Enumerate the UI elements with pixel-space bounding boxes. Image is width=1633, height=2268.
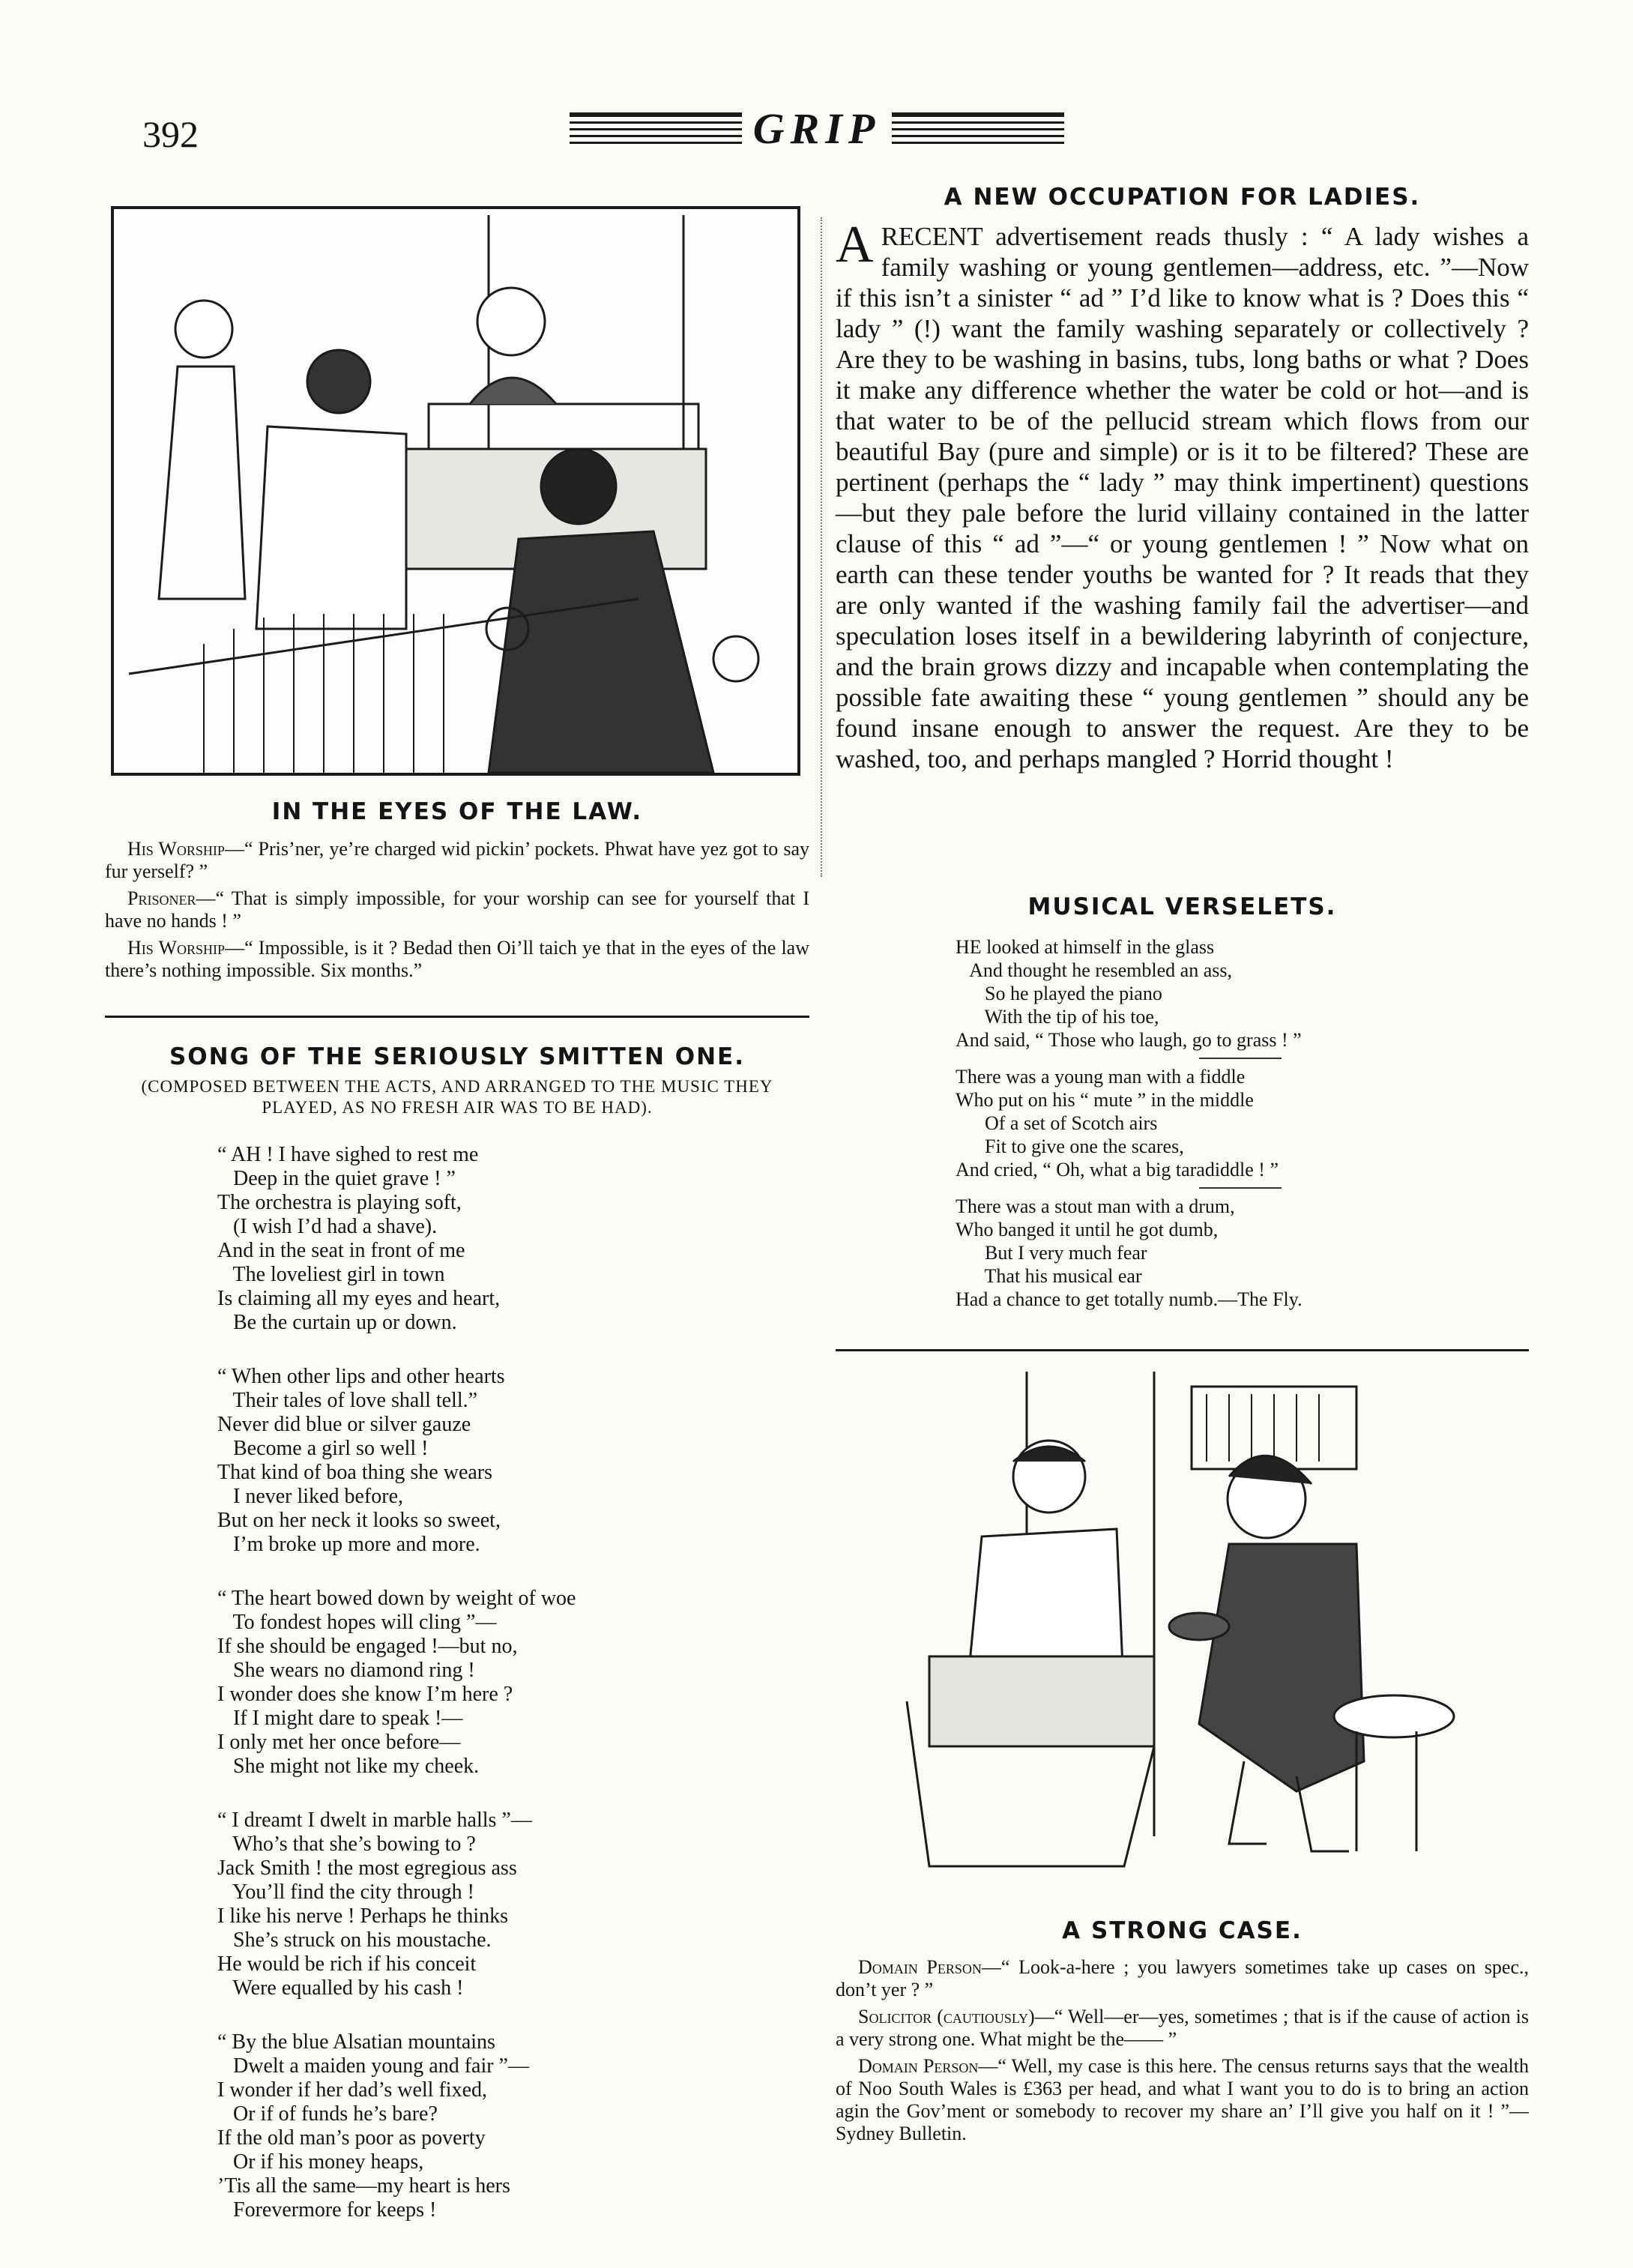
- song-line: If she should be engaged !—but no,: [217, 1635, 518, 1658]
- masthead-rule-right: [892, 112, 1064, 148]
- law-line-1: [105, 838, 809, 883]
- masthead: [570, 105, 1064, 153]
- song-line: “ By the blue Alsatian mountains: [217, 2030, 495, 2054]
- song-line: She wears no diamond ring !: [217, 1659, 475, 1682]
- masthead-title: GRIP: [752, 104, 881, 153]
- song-line: Were equalled by his cash !: [217, 1976, 464, 2000]
- song-line: Never did blue or silver gauze: [217, 1413, 471, 1436]
- song-line: I wonder does she know I’m here ?: [217, 1683, 513, 1706]
- case-text-1: —“ Look-a-here ; you lawyers sometimes take up cases on spec., don’t yer ? ”: [836, 1956, 1529, 2000]
- musical-stanza-3: [956, 1195, 1525, 1311]
- law-text-3: —“ Impossible, is it ? Bedad then Oi’ll taich ye that in the eyes of the law there’s nothing impossible. Six months.”: [105, 937, 810, 981]
- page-number: 392: [142, 113, 199, 155]
- masthead-rule-left: [570, 112, 742, 148]
- musical-line: Who put on his “ mute ” in the middle: [956, 1089, 1254, 1111]
- musical-line: And thought he resembled an ass,: [956, 959, 1232, 981]
- song-verses: [217, 1143, 787, 2252]
- musical-line: There was a young man with a fiddle: [956, 1066, 1246, 1088]
- column-divider: [821, 217, 822, 877]
- law-dialogue: [105, 838, 809, 986]
- strong-case-caption: A STRONG CASE.: [1062, 1917, 1303, 1944]
- song-line: I like his nerve ! Perhaps he thinks: [217, 1904, 509, 1928]
- song-stanza-4: [217, 1809, 787, 2000]
- law-speaker-2: Prisoner: [127, 887, 196, 909]
- law-line-2: [105, 887, 809, 932]
- musical-line: And said, “ Those who laugh, go to grass ! ”: [956, 1029, 1302, 1051]
- law-text-2: —“ That is simply impossible, for your worship can see for yourself that I have no hands ! ”: [105, 887, 809, 932]
- case-text-3: —“ Well, my case is this here. The census returns says that the wealth of Noo South Wales is £363 per head, and what I want you to do is to bring an action agin the Gov’ment or somebody to recover my share an’ I’ll give you half on it ! ”—Sydney Bulletin.: [836, 2055, 1529, 2144]
- law-line-3: [105, 937, 809, 982]
- song-line: The loveliest girl in town: [217, 1263, 445, 1286]
- song-line: I never liked before,: [217, 1485, 403, 1508]
- musical-stanza-1: [956, 935, 1525, 1052]
- musical-line: There was a stout man with a drum,: [956, 1195, 1235, 1217]
- song-line: Jack Smith ! the most egregious ass: [217, 1857, 517, 1880]
- case-speaker-2: Solicitor (cautiously): [858, 2006, 1035, 2027]
- law-speaker-3: His Worship: [127, 937, 226, 959]
- musical-line: Who banged it until he got dumb,: [956, 1219, 1219, 1240]
- song-stanza-5: [217, 2030, 787, 2222]
- law-caption: IN THE EYES OF THE LAW.: [271, 798, 643, 825]
- song-line: ’Tis all the same—my heart is hers: [217, 2174, 510, 2198]
- song-line: I only met her once before—: [217, 1731, 461, 1754]
- case-speaker-1: Domain Person: [858, 1956, 982, 1978]
- song-line: She might not like my cheek.: [217, 1755, 480, 1778]
- occupation-body: [836, 216, 1529, 774]
- song-line: Or if of funds he’s bare?: [217, 2102, 438, 2126]
- divider-right: [836, 1349, 1529, 1351]
- song-line: And in the seat in front of me: [217, 1239, 465, 1262]
- song-line: He would be rich if his conceit: [217, 1952, 477, 1976]
- office-scene-drawing: [877, 1372, 1506, 1874]
- song-line: “ I dreamt I dwelt in marble halls ”—: [217, 1809, 532, 1832]
- stanza-divider: [1199, 1187, 1282, 1189]
- song-line: Who’s that she’s bowing to ?: [217, 1833, 476, 1856]
- musical-line: That his musical ear: [956, 1265, 1142, 1287]
- strong-case-dialogue: [836, 1956, 1529, 2150]
- lawyer-illustration: [877, 1372, 1506, 1874]
- song-note: (COMPOSED BETWEEN THE ACTS, AND ARRANGED TO THE MUSIC THEY PLAYED, AS NO FRESH AIR WAS TO BE HAD).: [141, 1077, 773, 1117]
- case-text-2: —“ Well—er—yes, sometimes ; that is if the cause of action is a very strong one. What might be the—— ”: [836, 2006, 1529, 2050]
- stanza-divider: [1199, 1058, 1282, 1059]
- song-line: Deep in the quiet grave ! ”: [217, 1167, 456, 1190]
- musical-line: Of a set of Scotch airs: [956, 1112, 1158, 1134]
- musical-line: So he played the piano: [956, 983, 1162, 1004]
- law-text-1: —“ Pris’ner, ye’re charged wid pickin’ pockets. Phwat have yez got to say fur yerself? ”: [105, 838, 809, 882]
- musical-verses: [956, 935, 1525, 1311]
- court-illustration: [111, 206, 800, 776]
- song-line: “ When other lips and other hearts: [217, 1365, 505, 1388]
- case-line-1: [836, 1956, 1529, 2001]
- song-line: Become a girl so well !: [217, 1437, 429, 1460]
- musical-line: But I very much fear: [956, 1242, 1147, 1264]
- song-stanza-1: [217, 1143, 787, 1335]
- song-line: “ The heart bowed down by weight of woe: [217, 1587, 576, 1610]
- song-stanza-3: [217, 1587, 787, 1779]
- musical-line: With the tip of his toe,: [956, 1006, 1159, 1028]
- song-title: SONG OF THE SERIOUSLY SMITTEN ONE.: [169, 1043, 746, 1070]
- song-line: Be the curtain up or down.: [217, 1311, 457, 1334]
- song-line: The orchestra is playing soft,: [217, 1191, 462, 1214]
- court-scene-drawing: [114, 209, 797, 773]
- song-line: Forevermore for keeps !: [217, 2198, 437, 2222]
- song-line: Dwelt a maiden young and fair ”—: [217, 2054, 529, 2078]
- occupation-text: RECENT advertisement reads thusly : “ A lady wishes a family washing or young gentlemen—address, etc. ”—Now if this isn’t a sinister “ ad ” I’d like to know what is ? Does this “ lady ” (!) want the family washing separately or collectively ? Are they to be washing in basins, tubs, long baths or what ? Does it make any difference whether the water be cold or hot—and is that water to be of the pellucid stream which flows from our beautiful Bay (pure and simple) or is it to be filtered? These are pertinent (perhaps the “ lady ” may think impertinent) questions—but they pale before the lurid villainy contained in the latter clause of this “ ad ”—“ or young gentlemen ! ” Now what on earth can these tender youths be wanted for ? It reads that they are only wanted if the washing family fail the advertiser—and speculation loses itself in a bewildering labyrinth of conjecture, and the brain grows dizzy and incapable when contemplating the possible fate awaiting these “ young gentlemen ” should any be found insane enough to answer the request. Are they to be washed, too, and perhaps mangled ? Horrid thought !: [836, 222, 1529, 773]
- song-line: (I wish I’d had a shave).: [217, 1215, 438, 1238]
- case-line-2: [836, 2006, 1529, 2051]
- divider-left: [105, 1016, 809, 1018]
- musical-line: Fit to give one the scares,: [956, 1135, 1184, 1157]
- song-line: I’m broke up more and more.: [217, 1533, 480, 1556]
- song-line: I wonder if her dad’s well fixed,: [217, 2078, 487, 2102]
- case-speaker-3: Domain Person: [858, 2055, 979, 2077]
- song-line: If I might dare to speak !—: [217, 1707, 463, 1730]
- occupation-title: A NEW OCCUPATION FOR LADIES.: [944, 184, 1421, 211]
- law-speaker-1: His Worship: [127, 838, 225, 860]
- song-line: She’s struck on his moustache.: [217, 1928, 492, 1952]
- song-line: “ AH ! I have sighed to rest me: [217, 1143, 479, 1166]
- musical-line: And cried, “ Oh, what a big taradiddle ! ”: [956, 1159, 1279, 1180]
- song-line: You’ll find the city through !: [217, 1881, 474, 1904]
- case-line-3: [836, 2055, 1529, 2145]
- musical-stanza-2: [956, 1065, 1525, 1181]
- song-line: If the old man’s poor as poverty: [217, 2126, 486, 2150]
- song-line: Their tales of love shall tell.”: [217, 1389, 478, 1412]
- musical-line: Had a chance to get totally numb.—The Fly.: [956, 1288, 1303, 1310]
- song-stanza-2: [217, 1365, 787, 1557]
- song-line: Is claiming all my eyes and heart,: [217, 1287, 501, 1310]
- musical-title: MUSICAL VERSELETS.: [1027, 893, 1337, 920]
- song-line: But on her neck it looks so sweet,: [217, 1509, 501, 1532]
- song-line: Or if his money heaps,: [217, 2150, 424, 2174]
- occupation-dropcap: A: [836, 216, 874, 274]
- song-line: That kind of boa thing she wears: [217, 1461, 493, 1484]
- musical-line: HE looked at himself in the glass: [956, 936, 1215, 958]
- song-line: To fondest hopes will cling ”—: [217, 1611, 497, 1634]
